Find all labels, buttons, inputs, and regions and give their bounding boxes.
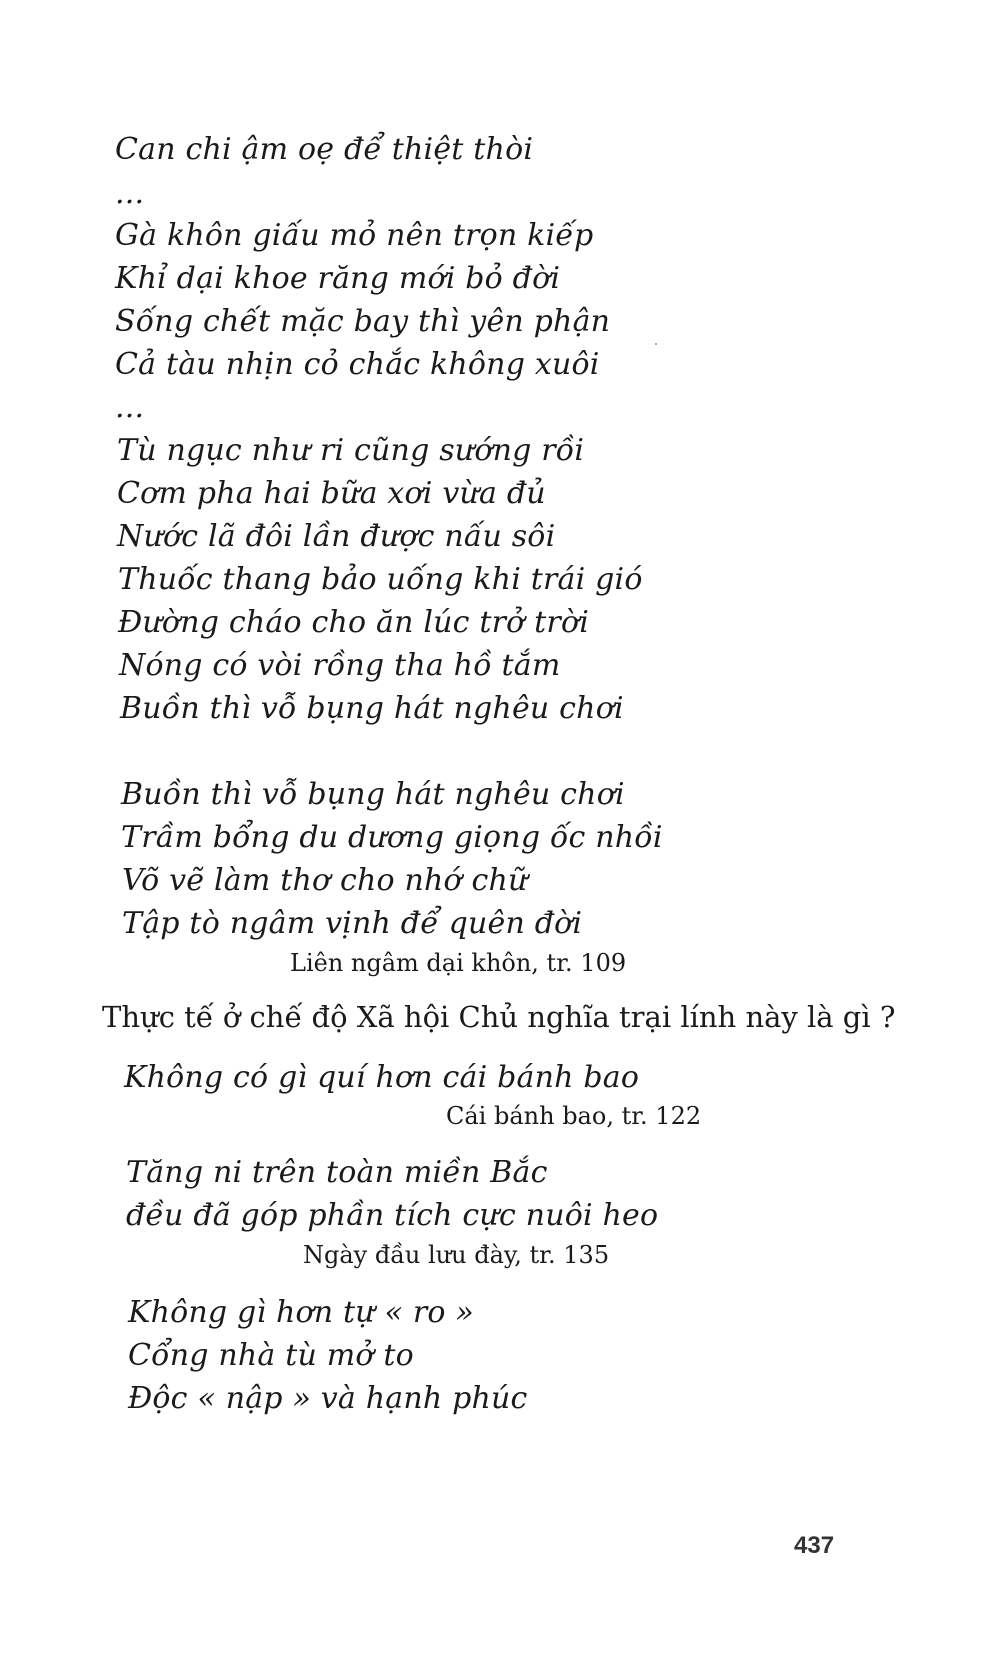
poem-line: Tù ngục như ri cũng sướng rồi <box>117 433 585 468</box>
poem-line: Võ vẽ làm thơ cho nhớ chữ <box>122 863 528 898</box>
citation: Cái bánh bao, tr. 122 <box>446 1102 702 1130</box>
page-number: 437 <box>794 1532 835 1559</box>
poem-ellipsis: ... <box>115 176 145 211</box>
quote-line: Độc « nập » và hạnh phúc <box>128 1381 528 1416</box>
poem-line: Khỉ dại khoe răng mới bỏ đời <box>115 261 561 296</box>
poem-ellipsis: ... <box>115 390 145 425</box>
poem-line: Cả tàu nhịn cỏ chắc không xuôi <box>115 347 600 382</box>
poem-line: Cơm pha hai bữa xơi vừa đủ <box>117 476 546 511</box>
poem-line: Nóng có vòi rồng tha hồ tắm <box>119 648 561 683</box>
poem-line: Can chi ậm oẹ để thiệt thòi <box>115 132 534 167</box>
body-text: Thực tế ở chế độ Xã hội Chủ nghĩa trại lính này là gì ? <box>102 1000 896 1034</box>
citation: Ngày đầu lưu đày, tr. 135 <box>303 1241 610 1269</box>
poem-line: Buồn thì vỗ bụng hát nghêu chơi <box>120 691 624 726</box>
poem-line: Sống chết mặc bay thì yên phận <box>115 304 611 339</box>
poem-line: Thuốc thang bảo uống khi trái gió <box>118 562 643 597</box>
quote-line: Không có gì quí hơn cái bánh bao <box>124 1060 640 1095</box>
quote-line: Cổng nhà tù mở to <box>128 1338 414 1373</box>
poem-line: Tập tò ngâm vịnh để quên đời <box>122 906 583 941</box>
citation: Liên ngâm dại khôn, tr. 109 <box>290 949 627 977</box>
poem-line: Gà khôn giấu mỏ nên trọn kiếp <box>115 218 594 253</box>
quote-line: Tăng ni trên toàn miền Bắc <box>126 1155 548 1190</box>
poem-line: Buồn thì vỗ bụng hát nghêu chơi <box>121 777 625 812</box>
quote-line: đều đã góp phần tích cực nuôi heo <box>126 1198 659 1233</box>
quote-line: Không gì hơn tự « ro » <box>128 1295 474 1330</box>
poem-line: Đường cháo cho ăn lúc trở trời <box>118 605 590 640</box>
poem-line: Trầm bổng du dương giọng ốc nhồi <box>121 820 663 855</box>
poem-line: Nước lã đôi lần được nấu sôi <box>117 519 556 554</box>
scan-speck <box>655 343 657 345</box>
